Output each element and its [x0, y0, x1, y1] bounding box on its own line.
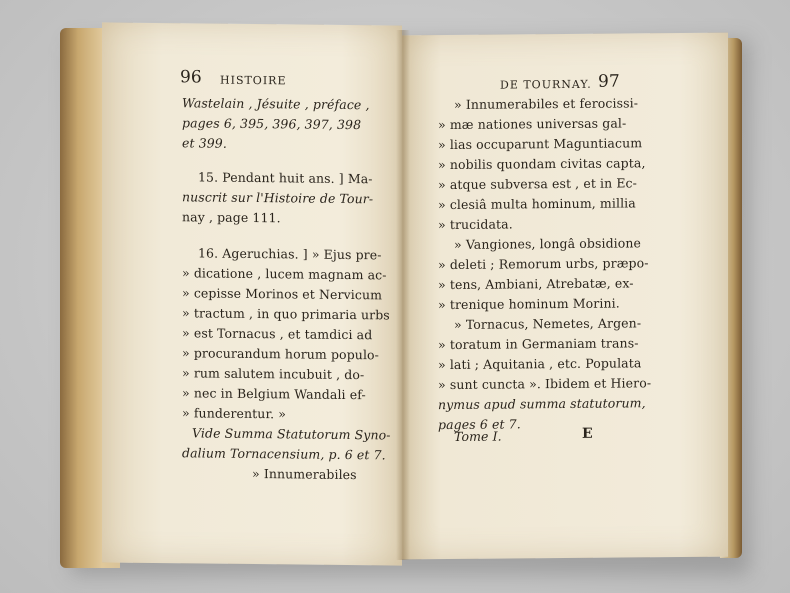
text-line: » sunt cuncta ». Ibidem et Hiero- — [438, 375, 652, 393]
text-line: » funderentur. » — [182, 405, 287, 422]
text-line: » nobilis quondam civitas capta, — [438, 155, 646, 173]
volume-footer: Tome I. — [454, 428, 502, 444]
right-page — [402, 33, 728, 560]
text-line: pages 6 et 7. — [438, 416, 521, 433]
text-line: » Innumerabiles et ferocissi- — [454, 95, 639, 112]
text-line: » mæ nationes universas gal- — [438, 115, 627, 133]
right-page-number: 97 — [598, 71, 620, 92]
text-line: » dicatione , lucem magnam ac- — [182, 265, 387, 283]
text-line: dalium Tornacensium, p. 6 et 7. — [182, 445, 386, 463]
text-line: et 399. — [182, 135, 227, 151]
text-line: » clesiâ multa hominum, millia — [438, 195, 636, 213]
text-line: » trucidata. — [438, 216, 513, 233]
text-line: » deleti ; Remorum urbs, præpo- — [438, 255, 649, 273]
catchword: » Innumerabiles — [252, 466, 357, 483]
text-line: 15. Pendant huit ans. ] Ma- — [198, 169, 373, 187]
text-line: » toratum in Germaniam trans- — [438, 335, 639, 353]
left-page-number: 96 — [180, 67, 202, 88]
text-line: nay , page 111. — [182, 209, 281, 226]
text-line: » atque subversa est , et in Ec- — [438, 175, 637, 193]
text-line: » trenique hominum Morini. — [438, 295, 620, 313]
text-line: » est Tornacus , et tamdici ad — [182, 325, 373, 343]
text-line: » Tornacus, Nemetes, Argen- — [454, 315, 642, 332]
text-line: » nec in Belgium Wandali ef- — [182, 385, 366, 403]
text-line: » lati ; Aquitania , etc. Populata — [438, 355, 642, 373]
text-line: Wastelain , Jésuite , préface , — [182, 95, 370, 113]
text-line: » lias occuparunt Maguntiacum — [438, 135, 643, 153]
text-line: nymus apud summa statutorum, — [438, 395, 646, 413]
text-line: » Vangiones, longâ obsidione — [454, 235, 642, 252]
text-line: nuscrit sur l'Histoire de Tour- — [182, 189, 374, 207]
text-line: » rum salutem incubuit , do- — [182, 365, 365, 383]
text-line: » tens, Ambiani, Atrebatæ, ex- — [438, 275, 634, 293]
book-gutter — [396, 30, 410, 560]
text-line: » procurandum horum populo- — [182, 345, 379, 363]
left-running-head: HISTOIRE — [220, 73, 287, 88]
text-line: » cepisse Morinos et Nervicum — [182, 285, 383, 303]
right-running-head: DE TOURNAY. — [500, 77, 592, 92]
text-line: » tractum , in quo primaria urbs — [182, 305, 390, 323]
left-page — [102, 22, 402, 565]
signature-mark: E — [582, 425, 593, 442]
text-line: pages 6, 395, 396, 397, 398 — [182, 115, 362, 133]
text-line: Vide Summa Statutorum Syno- — [192, 425, 391, 443]
text-line: 16. Ageruchias. ] » Ejus pre- — [198, 245, 382, 263]
